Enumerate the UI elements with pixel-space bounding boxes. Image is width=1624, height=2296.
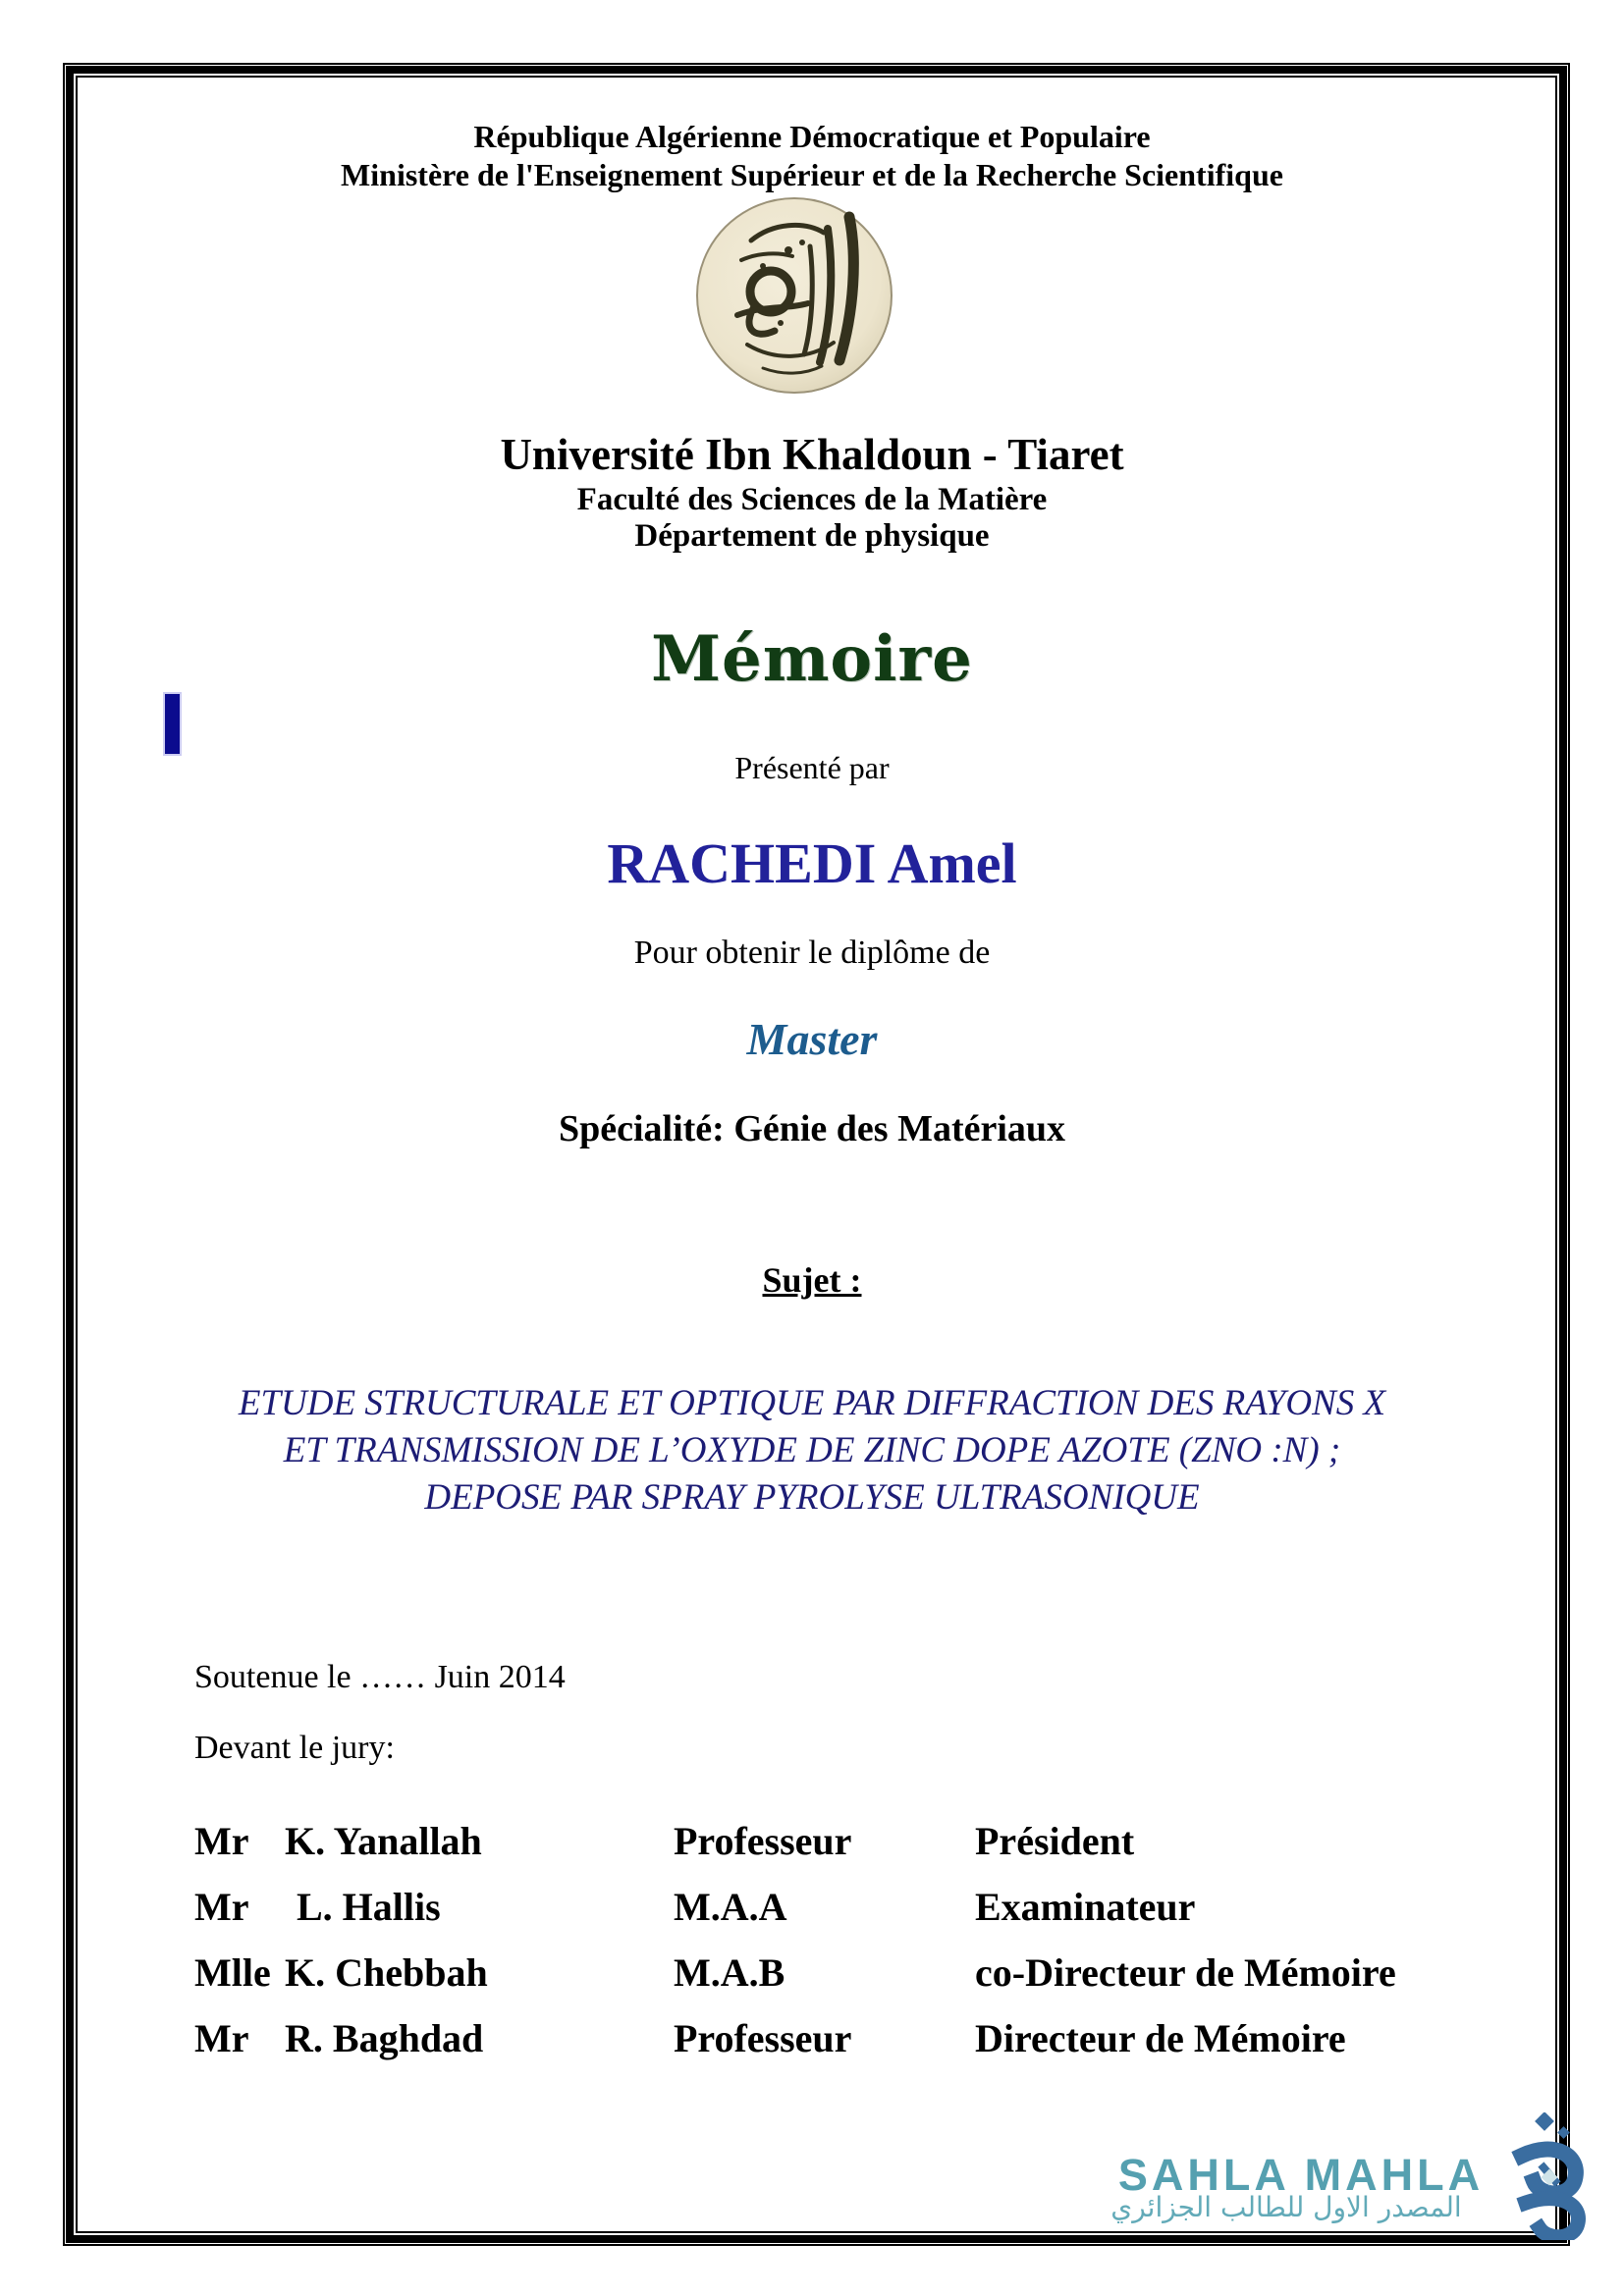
- watermark-tagline: المصدر الاول للطالب الجزائري: [1110, 2191, 1462, 2223]
- diploma-intro-label: Pour obtenir le diplôme de: [633, 934, 991, 971]
- ministry-line: Ministère de l'Enseignement Supérieur et de la Recherche Scientifique: [341, 157, 1283, 192]
- jury-member-name: R. Baghdad: [285, 2016, 484, 2060]
- jury-member-title: Mr: [194, 1819, 249, 1863]
- jury-member-grade: M.A.A: [674, 1885, 787, 1929]
- specialty-label: Spécialité: Génie des Matériaux: [558, 1108, 1066, 1149]
- jury-member-name: L. Hallis: [297, 1885, 441, 1929]
- jury-member-role: Examinateur: [975, 1885, 1196, 1929]
- subject-line-3: DEPOSE PAR SPRAY PYROLYSE ULTRASONIQUE: [424, 1477, 1200, 1518]
- university-name: Université Ibn Khaldoun - Tiaret: [500, 430, 1124, 479]
- jury-intro-label: Devant le jury:: [194, 1730, 395, 1766]
- author-name: RACHEDI Amel: [607, 831, 1017, 895]
- jury-member-grade: Professeur: [674, 2016, 852, 2060]
- text-cursor-artifact: [163, 692, 182, 756]
- subject-line-1: ETUDE STRUCTURALE ET OPTIQUE PAR DIFFRACTION DES RAYONS X: [238, 1383, 1386, 1423]
- defense-date: Soutenue le …… Juin 2014: [194, 1659, 566, 1695]
- subject-title: [0, 1380, 1624, 1522]
- diploma-name: Master: [746, 1014, 878, 1064]
- jury-row: [0, 2015, 1624, 2066]
- jury-member-role: Directeur de Mémoire: [975, 2016, 1346, 2060]
- subject-label: Sujet :: [762, 1260, 862, 1300]
- jury-member-name: K. Chebbah: [285, 1950, 488, 1995]
- jury-row: [0, 1949, 1624, 2001]
- university-seal-icon: [694, 195, 894, 396]
- jury-row: [0, 1884, 1624, 1935]
- jury-member-role: Président: [975, 1819, 1135, 1863]
- jury-row: [0, 1818, 1624, 1869]
- page-title: Mémoire: [651, 622, 973, 696]
- subject-line-2: ET TRANSMISSION DE L’OXYDE DE ZINC DOPE AZOTE (ZNO :N) ;: [283, 1430, 1341, 1470]
- jury-member-grade: Professeur: [674, 1819, 852, 1863]
- watermark-calligraphy-icon: [1504, 2112, 1591, 2240]
- republic-line: République Algérienne Démocratique et Populaire: [473, 119, 1151, 154]
- jury-member-title: Mr: [194, 2016, 249, 2060]
- jury-member-title: Mr: [194, 1885, 249, 1929]
- department-name: Département de physique: [634, 518, 990, 554]
- jury-member-grade: M.A.B: [674, 1950, 785, 1995]
- watermark-brand: SAHLA MAHLA: [1117, 2150, 1485, 2200]
- presented-by-label: Présenté par: [734, 750, 890, 785]
- jury-member-name: K. Yanallah: [285, 1819, 482, 1863]
- jury-member-role: co-Directeur de Mémoire: [975, 1950, 1396, 1995]
- faculty-name: Faculté des Sciences de la Matière: [576, 482, 1048, 517]
- jury-member-title: Mlle: [194, 1950, 271, 1995]
- republic-header: [0, 118, 1624, 194]
